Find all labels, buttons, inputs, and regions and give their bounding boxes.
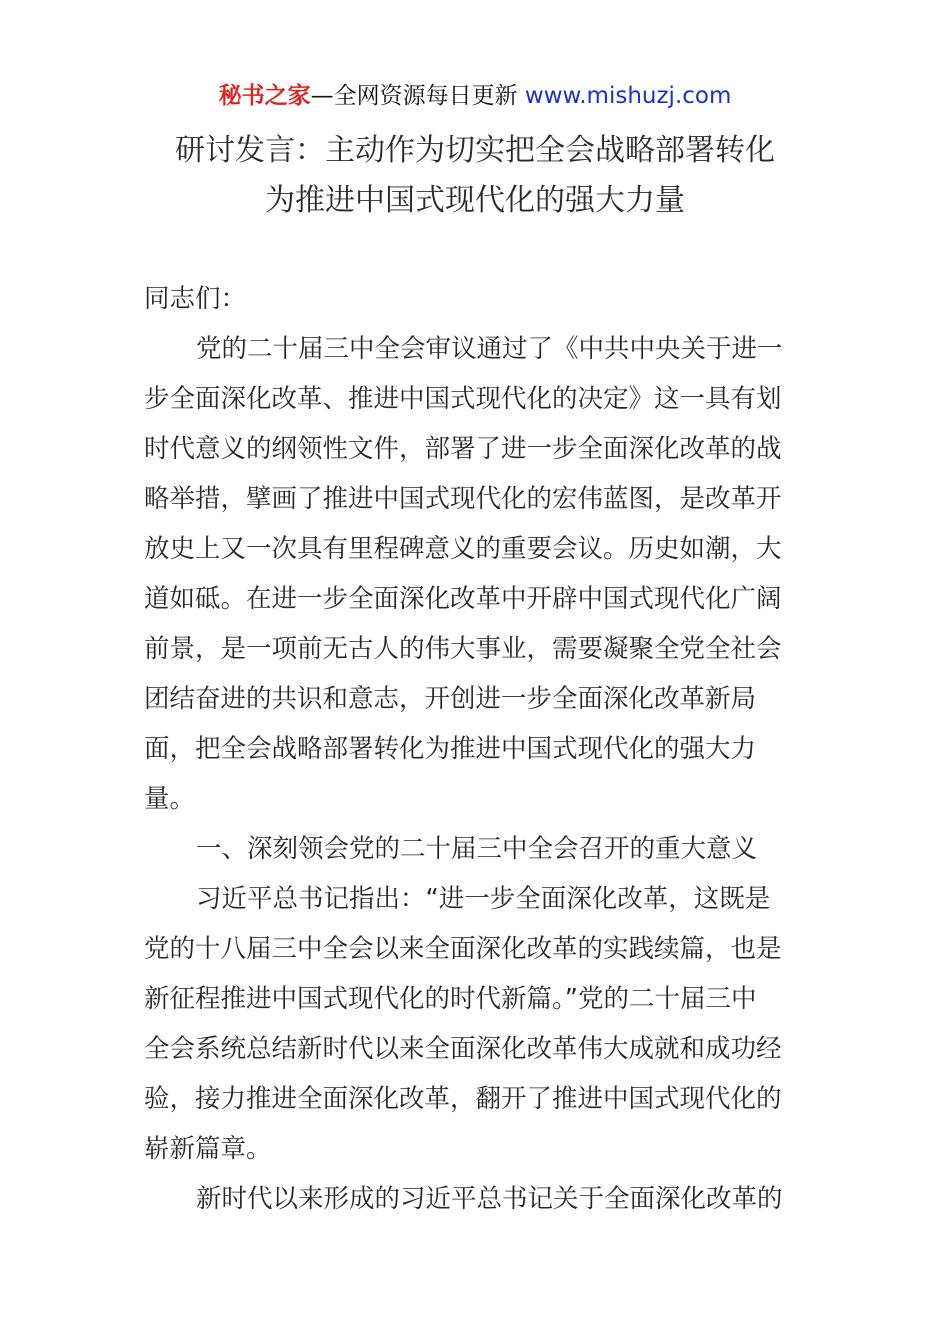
body-line: 崭新篇章。 (144, 1134, 272, 1164)
body-line: 党的十八届三中全会以来全面深化改革的实践续篇，也是 (144, 934, 782, 964)
body-line: 党的二十届三中全会审议通过了《中共中央关于进一 (196, 334, 783, 364)
body-line: 全会系统总结新时代以来全面深化改革伟大成就和成功经 (144, 1034, 782, 1064)
body-line: 团结奋进的共识和意志，开创进一步全面深化改革新局 (144, 684, 757, 714)
site-url[interactable]: www.mishuzj.com (524, 83, 732, 109)
body-line: 面，把全会战略部署转化为推进中国式现代化的强大力 (144, 734, 757, 764)
site-header (0, 80, 950, 112)
body-line: 步全面深化改革、推进中国式现代化的决定》这一具有划 (144, 384, 782, 414)
body-line: 前景，是一项前无古人的伟大事业，需要凝聚全党全社会 (144, 634, 782, 664)
document-body (144, 274, 808, 1224)
brand-name: 秘书之家 (218, 83, 311, 109)
body-line: 时代意义的纲领性文件，部署了进一步全面深化改革的战 (144, 434, 782, 464)
body-line: 量。 (144, 784, 196, 814)
body-line: 放史上又一次具有里程碑意义的重要会议。历史如潮，大 (144, 534, 782, 564)
section-heading: 一、深刻领会党的二十届三中全会召开的重大意义 (196, 834, 758, 864)
body-line: 略举措，擘画了推进中国式现代化的宏伟蓝图，是改革开 (144, 484, 782, 514)
body-line: 新时代以来形成的习近平总书记关于全面深化改革的 (196, 1184, 783, 1214)
title-line-1: 研讨发言：主动作为切实把全会战略部署转化 (175, 133, 775, 168)
header-tagline: —全网资源每日更新 (310, 83, 525, 109)
body-line: 新征程推进中国式现代化的时代新篇。”党的二十届三中 (144, 984, 757, 1014)
document-title (120, 126, 830, 226)
body-line: 习近平总书记指出：“进一步全面深化改革，这既是 (196, 884, 771, 914)
body-line: 道如砥。在进一步全面深化改革中开辟中国式现代化广阔 (144, 584, 782, 614)
salutation: 同志们： (144, 284, 247, 314)
body-line: 验，接力推进全面深化改革，翻开了推进中国式现代化的 (144, 1084, 782, 1114)
title-line-2: 为推进中国式现代化的强大力量 (265, 183, 685, 218)
